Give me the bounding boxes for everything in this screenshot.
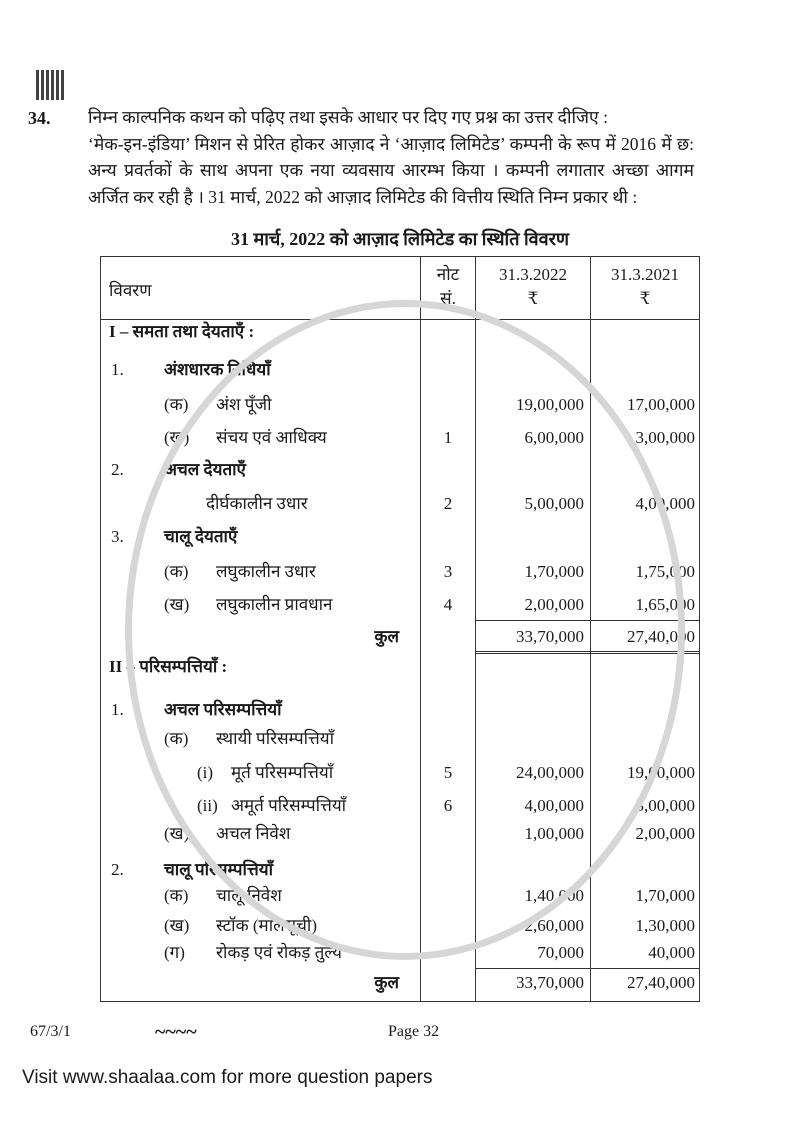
total-row <box>101 625 701 649</box>
total-rule <box>476 968 699 969</box>
amount-2021: 1,75,000 <box>635 562 695 581</box>
amount-2021: 3,00,000 <box>635 428 695 447</box>
row-marker: (ग) <box>164 943 185 962</box>
header-note-line1: नोट <box>436 265 460 284</box>
total-label: कुल <box>374 627 399 646</box>
note-number: 5 <box>443 763 453 782</box>
row-label: रोकड़ एवं रोकड़ तुल्य <box>216 943 342 962</box>
amount-2022: 19,00,000 <box>516 395 584 414</box>
row-marker: 3. <box>111 527 124 546</box>
amount-2021: 2,00,000 <box>635 824 695 843</box>
question-block <box>0 104 800 210</box>
header-2022 <box>476 263 590 311</box>
total-double-rule <box>476 651 699 654</box>
row-label: अंश पूँजी <box>216 395 272 414</box>
section-label: I – समता तथा देयताएँ : <box>109 322 255 341</box>
table-row <box>101 593 701 617</box>
table-row <box>101 492 701 516</box>
amount-2022: 5,00,000 <box>524 494 584 513</box>
footer-ornament: ~~~~ <box>155 1021 197 1043</box>
page-footer <box>0 1020 800 1044</box>
amount-2022: 6,00,000 <box>524 428 584 447</box>
row-marker: 1. <box>111 700 124 719</box>
row-marker: (i) <box>197 763 214 782</box>
row-marker: (क) <box>164 886 189 905</box>
amount-2021: 27,40,000 <box>627 627 695 646</box>
table-row <box>101 458 701 482</box>
amount-2022: 2,00,000 <box>524 595 584 614</box>
row-marker: (क) <box>164 562 189 581</box>
table-row <box>101 560 701 584</box>
header-note-line2: सं. <box>440 289 456 308</box>
row-label: अचल निवेश <box>216 824 291 843</box>
section-heading-row <box>101 320 701 344</box>
total-row <box>101 971 701 995</box>
page-number: Page 32 <box>388 1023 440 1040</box>
amount-2022: 4,00,000 <box>524 796 584 815</box>
question-number: 34. <box>28 108 51 128</box>
header-particulars: विवरण <box>109 281 152 300</box>
amount-2022: 2,60,000 <box>524 916 584 935</box>
header-2021-currency: ₹ <box>639 289 651 308</box>
table-row <box>101 393 701 417</box>
table-row <box>101 858 701 882</box>
amount-2021: 3,00,000 <box>635 796 695 815</box>
header-2021 <box>591 263 699 311</box>
amount-2021: 1,70,000 <box>635 886 695 905</box>
group-label: चालू देयताएँ <box>164 527 238 546</box>
header-2021-date: 31.3.2021 <box>611 265 679 284</box>
table-row <box>101 822 701 846</box>
group-label: चालू परिसम्पत्तियाँ <box>164 860 273 879</box>
table-row <box>101 914 701 938</box>
amount-2022: 1,40,000 <box>524 886 584 905</box>
table-row <box>101 698 701 722</box>
amount-2022: 70,000 <box>537 943 584 962</box>
note-number: 4 <box>443 595 453 614</box>
header-2022-date: 31.3.2022 <box>499 265 567 284</box>
paper-code: 67/3/1 <box>30 1023 71 1040</box>
note-number: 1 <box>443 428 453 447</box>
table-row <box>101 794 701 818</box>
header-2022-currency: ₹ <box>527 289 539 308</box>
amount-2021: 4,00,000 <box>635 494 695 513</box>
table-row <box>101 727 701 751</box>
total-rule <box>476 620 699 621</box>
row-marker: (ख) <box>164 428 190 447</box>
question-instruction: निम्न काल्पनिक कथन को पढ़िए तथा इसके आधार पर दिए गए प्रश्न का उत्तर दीजिए : <box>88 107 608 127</box>
row-label: संचय एवं आधिक्य <box>216 428 327 447</box>
group-label: अचल परिसम्पत्तियाँ <box>164 700 282 719</box>
row-label: स्टॉक (मालसूची) <box>216 916 317 935</box>
row-marker: (ख) <box>164 595 190 614</box>
amount-2021: 17,00,000 <box>627 395 695 414</box>
amount-2021: 19,00,000 <box>627 763 695 782</box>
table-row <box>101 761 701 785</box>
row-label: लघुकालीन उधार <box>216 562 316 581</box>
amount-2021: 1,30,000 <box>635 916 695 935</box>
note-number: 6 <box>443 796 453 815</box>
balance-sheet-table <box>100 256 700 1002</box>
row-label: स्थायी परिसम्पत्तियाँ <box>216 729 335 748</box>
visit-link[interactable]: Visit www.shaalaa.com for more question papers <box>22 1067 433 1088</box>
note-number: 3 <box>443 562 453 581</box>
group-label: अंशधारक निधियाँ <box>164 360 271 379</box>
amount-2021: 40,000 <box>648 943 695 962</box>
note-number: 2 <box>443 494 453 513</box>
row-label: चालू निवेश <box>216 886 282 905</box>
table-title: 31 मार्च, 2022 को आज़ाद लिमिटेड का स्थिति विवरण <box>230 229 570 249</box>
row-marker: 1. <box>111 360 124 379</box>
question-text <box>88 104 694 210</box>
table-row <box>101 941 701 965</box>
section-heading-row <box>101 655 701 679</box>
row-label: लघुकालीन प्रावधान <box>216 595 333 614</box>
table-row <box>101 884 701 908</box>
amount-2022: 1,70,000 <box>524 562 584 581</box>
question-passage: ‘मेक-इन-इंडिया’ मिशन से प्रेरित होकर आज़ाद ने ‘आज़ाद लिमिटेड’ कम्पनी के रूप में 2016 में छ: अन्य प्रवर्तकों के साथ अपना एक नया व्यवसाय आरम्भ किया । कम्पनी लगातार अच्छा आगम अर्जित कर रही है । 31 मार्च, 2022 को आज़ाद लिमिटेड की वित्तीय स्थिति निम्न प्रकार थी : <box>88 133 694 207</box>
total-label: कुल <box>374 973 399 992</box>
amount-2021: 1,65,000 <box>635 595 695 614</box>
row-marker: (क) <box>164 729 189 748</box>
amount-2022: 24,00,000 <box>516 763 584 782</box>
row-label: मूर्त परिसम्पत्तियाँ <box>231 763 334 782</box>
table-row <box>101 358 701 382</box>
row-marker: (ख) <box>164 824 190 843</box>
group-label: अचल देयताएँ <box>164 460 246 479</box>
amount-2021: 27,40,000 <box>627 973 695 992</box>
row-marker: (ख) <box>164 916 190 935</box>
amount-2022: 33,70,000 <box>516 973 584 992</box>
table-row <box>101 426 701 450</box>
row-marker: (ii) <box>197 796 218 815</box>
amount-2022: 1,00,000 <box>524 824 584 843</box>
row-label: दीर्घकालीन उधार <box>206 494 308 513</box>
section-label: II – परिसम्पत्तियाँ : <box>109 657 228 676</box>
row-marker: 2. <box>111 860 124 879</box>
row-label: अमूर्त परिसम्पत्तियाँ <box>231 796 347 815</box>
amount-2022: 33,70,000 <box>516 627 584 646</box>
row-marker: (क) <box>164 395 189 414</box>
row-marker: 2. <box>111 460 124 479</box>
table-row <box>101 525 701 549</box>
header-note <box>421 263 475 311</box>
